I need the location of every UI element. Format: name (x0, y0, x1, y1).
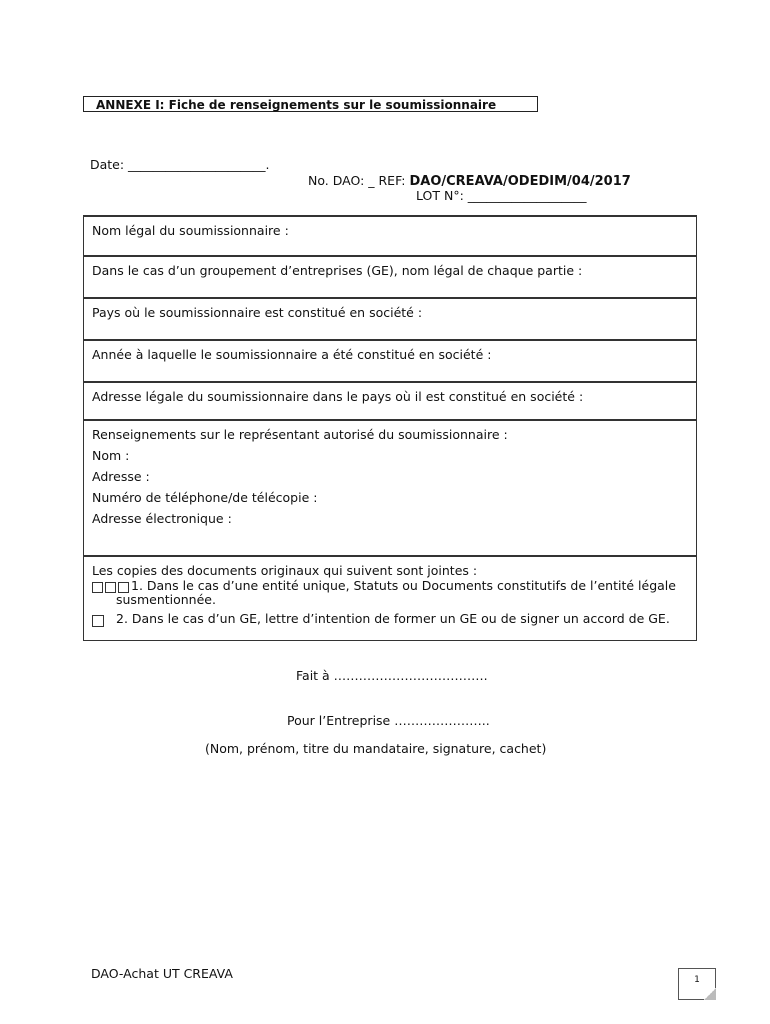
document-item-1-continuation: susmentionnée. (116, 592, 216, 607)
country-field: Pays où le soumissionnaire est constitué en société : (84, 298, 697, 340)
representative-address-label: Adresse : (92, 469, 150, 484)
table-row (84, 256, 697, 298)
table-row (84, 340, 697, 382)
signatory-instructions: (Nom, prénom, titre du mandataire, signature, cachet) (205, 741, 547, 756)
document-item-1-text: 1. Dans le cas d’une entité unique, Statuts ou Documents constitutifs de l’entité légale (131, 578, 676, 593)
date-field-label: Date: ______________________. (90, 157, 270, 172)
representative-name-label: Nom : (92, 448, 130, 463)
attached-documents-section (84, 556, 697, 640)
dao-reference: DAO/CREAVA/ODEDIM/04/2017 (409, 174, 631, 189)
page-curl-icon (704, 988, 716, 1000)
lot-number-label: LOT N°: ___________________ (416, 188, 587, 203)
year-field: Année à laquelle le soumissionnaire a été constitué en société : (84, 340, 697, 382)
table-row (84, 298, 697, 340)
representative-phone-label: Numéro de téléphone/de télécopie : (92, 490, 318, 505)
page-number-box (678, 968, 716, 1000)
representative-title: Renseignements sur le représentant autorisé du soumissionnaire : (92, 427, 508, 442)
place-signature-line: Fait à ………………………………. (296, 668, 488, 683)
document-item-2-text: 2. Dans le cas d’un GE, lettre d’intention de former un GE ou de signer un accord de GE. (116, 611, 670, 626)
legal-name-field: Nom légal du soumissionnaire : (84, 216, 697, 256)
document-title: ANNEXE I: Fiche de renseignements sur le soumissionnaire (83, 96, 538, 112)
consortium-names-field: Dans le cas d’un groupement d’entreprises (GE), nom légal de chaque partie : (84, 256, 697, 298)
checkbox-icon[interactable] (105, 582, 116, 593)
attached-documents-intro: Les copies des documents originaux qui suivent sont jointes : (92, 563, 478, 578)
page-number: 1 (694, 975, 700, 985)
representative-section (84, 420, 697, 556)
representative-email-label: Adresse électronique : (92, 511, 232, 526)
dao-prefix: No. DAO: _ REF: (308, 173, 410, 188)
footer-label: DAO-Achat UT CREAVA (91, 966, 233, 981)
table-row (84, 556, 697, 640)
checkbox-icon[interactable] (92, 615, 104, 627)
checkbox-icon[interactable] (92, 582, 103, 593)
document-item-1 (92, 579, 688, 593)
table-row (84, 216, 697, 256)
legal-address-field: Adresse légale du soumissionnaire dans le pays où il est constitué en société : (84, 382, 697, 420)
table-row (84, 420, 697, 556)
company-signature-line: Pour l’Entreprise ………………….. (287, 713, 490, 728)
document-item-2 (92, 612, 688, 627)
table-row (84, 382, 697, 420)
bidder-info-table (83, 215, 697, 641)
dao-reference-line (308, 173, 631, 189)
